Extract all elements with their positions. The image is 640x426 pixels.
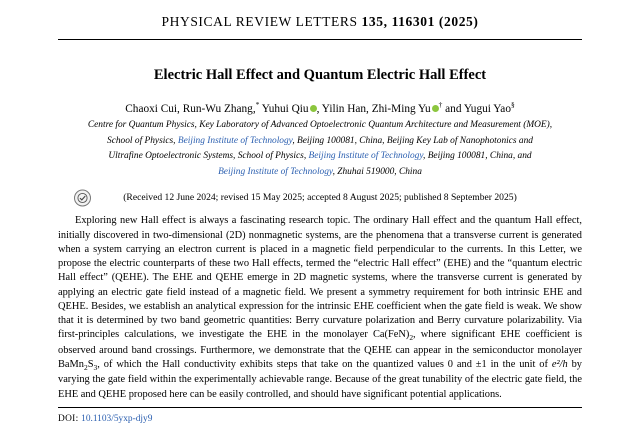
affiliation-line-1 — [58, 119, 582, 133]
affiliation-line-3 — [58, 150, 582, 164]
institution-link[interactable]: Beijing Institute of Technology — [177, 135, 293, 146]
affiliation-line-4 — [58, 166, 582, 180]
affiliation-text: Centre for Quantum Physics, Key Laboratory of Advanced Optoelectronic Quantum Architecture and Measurement (MOE), — [87, 119, 553, 130]
affiliation-text: , Zhuhai 519000, China — [332, 166, 422, 177]
author-footnote-2: † — [438, 99, 443, 109]
doi-label: DOI: — [58, 413, 82, 424]
abstract — [58, 214, 582, 401]
affiliation-text: , Beijing 100081, China, Beijing Key Lab of Nanophotonics and — [292, 135, 533, 146]
footer-divider — [58, 407, 582, 408]
journal-volume: 135, — [361, 14, 388, 29]
publication-dates: (Received 12 June 2024; revised 15 May 2025; accepted 8 August 2025; published 8 September 2025) — [123, 192, 517, 204]
author-footnote-1: * — [255, 99, 260, 109]
institution-link[interactable]: Beijing Institute of Technology — [308, 151, 424, 162]
abstract-part-1: Exploring new Hall effect is always a fascinating research topic. The ordinary Hall effect and the quantum Hall effect, initially discovered in two-dimensional (2D) nonmagnetic systems, are the phenomena that a transverse current is generated when a system carrying an electron current is placed in a magnetic field perpendicular to the currents. In this Letter, we propose the electric counterparts of these two Hall effects, termed the “electric Hall effect” (EHE) and the “quantum electric Hall effect” (QEHE). The EHE and QEHE emerge in 2D magnetic systems, where the transverse current is generated by applying an electric gate field instead of a magnetic field. We present a symmetry requirement for both intrinsic EHE and QEHE. Besides, we establish an analytical expression for the intrinsic EHE coefficient when the gate field is weak. We show that it is determined by two band geometric quantities: Berry curvature polarization and Berry curvature polarizability. Via first-principles calculations, we investigate the EHE in the monolayer Ca(FeN) — [58, 215, 582, 341]
affiliation-text: School of Physics, — [107, 135, 178, 146]
abstract-part-4: , of which the Hall conductivity exhibits steps that take on the quantized values 0 and ±1 in the unit of — [97, 359, 552, 371]
orcid-icon[interactable] — [310, 105, 317, 112]
author-names-3: , Yilin Han, Zhi-Ming Yu — [316, 102, 431, 115]
crossmark-icon[interactable] — [74, 189, 91, 206]
author-footnote-3: § — [510, 99, 515, 109]
abstract-subscript-3: 3 — [93, 363, 98, 373]
doi-link[interactable]: 10.1103/5yxp-djy9 — [81, 413, 153, 424]
orcid-icon[interactable] — [432, 105, 439, 112]
journal-name: PHYSICAL REVIEW LETTERS — [161, 14, 358, 29]
abstract-part-2: , where significant EHE coefficient is observed around band crossings. Furthermore, we demonstrate that the QEHE can appear in the semiconductor monolayer BaMn — [58, 329, 582, 371]
affiliation-line-2 — [58, 135, 582, 149]
institution-link[interactable]: Beijing Institute of Technology — [218, 166, 333, 177]
abstract-subscript-1: 2 — [409, 333, 414, 343]
abstract-part-3: S — [87, 359, 94, 371]
abstract-subscript-2: 2 — [83, 363, 88, 373]
abstract-math-expression: e²/h — [551, 359, 568, 371]
doi-line — [58, 414, 582, 424]
author-names-1: Chaoxi Cui, Run-Wu Zhang, — [125, 102, 256, 115]
author-names-2: Yuhui Qiu — [259, 102, 309, 115]
author-list — [58, 100, 582, 117]
affiliation-text: Ultrafine Optoelectronic Systems, School of Physics, — [108, 151, 309, 162]
abstract-part-5: by varying the gate field within the experimentally achievable range. Because of the great tunability of the electric gate field, the EHE and QEHE proposed here can be easily controlled, and should have significant potential applications. — [58, 359, 582, 400]
author-names-4: and Yugui Yao — [442, 102, 511, 115]
publication-dates-row — [58, 192, 582, 203]
journal-article-number: 116301 (2025) — [391, 14, 479, 29]
header-divider — [58, 39, 582, 40]
affiliation-text: , Beijing 100081, China, and — [423, 151, 532, 162]
journal-header — [58, 0, 582, 30]
page-title: Electric Hall Effect and Quantum Electric Hall Effect — [153, 67, 487, 83]
